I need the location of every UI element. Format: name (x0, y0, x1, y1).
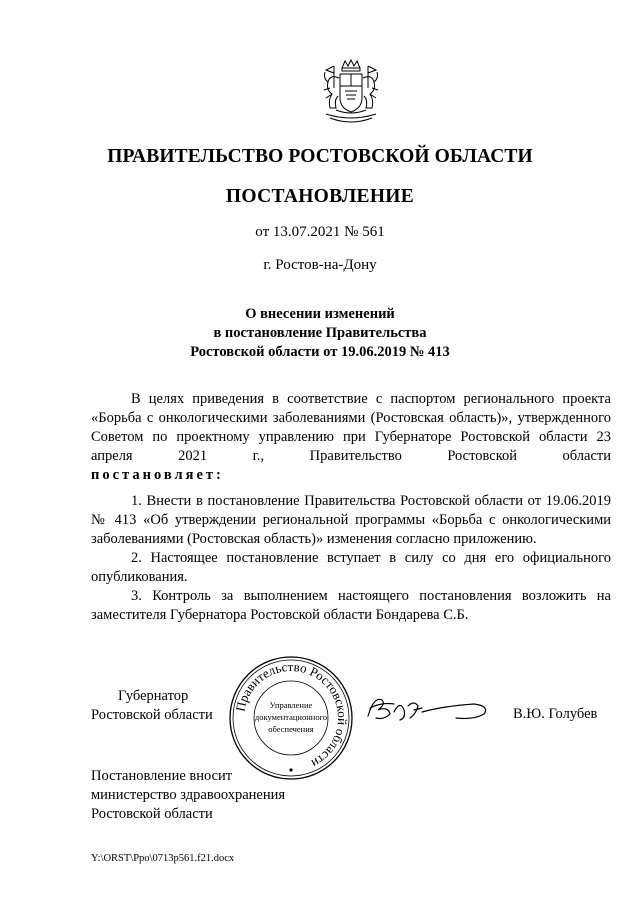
document-city: г. Ростов-на-Дону (263, 257, 377, 273)
seal-star-icon (289, 768, 292, 771)
resolution-item: 2. Настоящее постановление вступает в силу со дня его официального опубликования. (91, 550, 611, 585)
seal-inner-line: Управление (269, 700, 313, 710)
coat-of-arms-icon (318, 58, 384, 128)
subject-line: в постановление Правительства (213, 325, 427, 341)
resolves-word: постановляет: (91, 467, 224, 483)
submitted-by-line: Ростовской области (91, 806, 213, 822)
official-seal (228, 655, 354, 781)
document-type: ПОСТАНОВЛЕНИЕ (225, 186, 415, 207)
signatory-title-line: Ростовской области (91, 707, 213, 723)
resolution-item: 3. Контроль за выполнением настоящего постановления возложить на заместителя Губернатора Ростовской области Бондарева С.Б. (91, 588, 611, 623)
signatory-title (91, 687, 213, 725)
resolution-items (91, 492, 611, 625)
document-subject (0, 305, 640, 362)
submitted-by-line: министерство здравоохранения (91, 787, 286, 803)
seal-inner-line: обеспечения (268, 724, 314, 734)
subject-line: О внесении изменений (245, 306, 395, 322)
preamble (91, 390, 611, 485)
resolution-item: 1. Внести в постановление Правительства Ростовской области от 19.06.2019 № 413 «Об утверждении региональной программы «Борьба с онкологическими заболеваниями (Ростовская область)» изменения согласно приложению. (91, 493, 611, 547)
government-title: ПРАВИТЕЛЬСТВО РОСТОВСКОЙ ОБЛАСТИ (107, 146, 533, 167)
document-date-number: от 13.07.2021 № 561 (255, 224, 385, 240)
file-path: Y:\ORST\Ppo\0713p561.f21.docx (91, 853, 235, 864)
seal-inner-line: документационного (254, 712, 328, 722)
signer-name: В.Ю. Голубев (513, 706, 598, 722)
seal-outer-text: Правительство Ростовской области (232, 658, 351, 772)
subject-line: Ростовской области от 19.06.2019 № 413 (190, 344, 450, 360)
signatory-title-line: Губернатор (118, 688, 189, 704)
submitted-by (91, 767, 285, 824)
preamble-text: В целях приведения в соответствие с паспортом регионального проекта «Борьба с онкологическими заболеваниями (Ростовская область)», утвержденного Советом по проектному управлению при Губернаторе Ростовской области 23 апреля 2021 г., Правительство Ростовской области (91, 391, 611, 464)
submitted-by-line: Постановление вносит (91, 768, 233, 784)
handwritten-signature (364, 688, 494, 728)
